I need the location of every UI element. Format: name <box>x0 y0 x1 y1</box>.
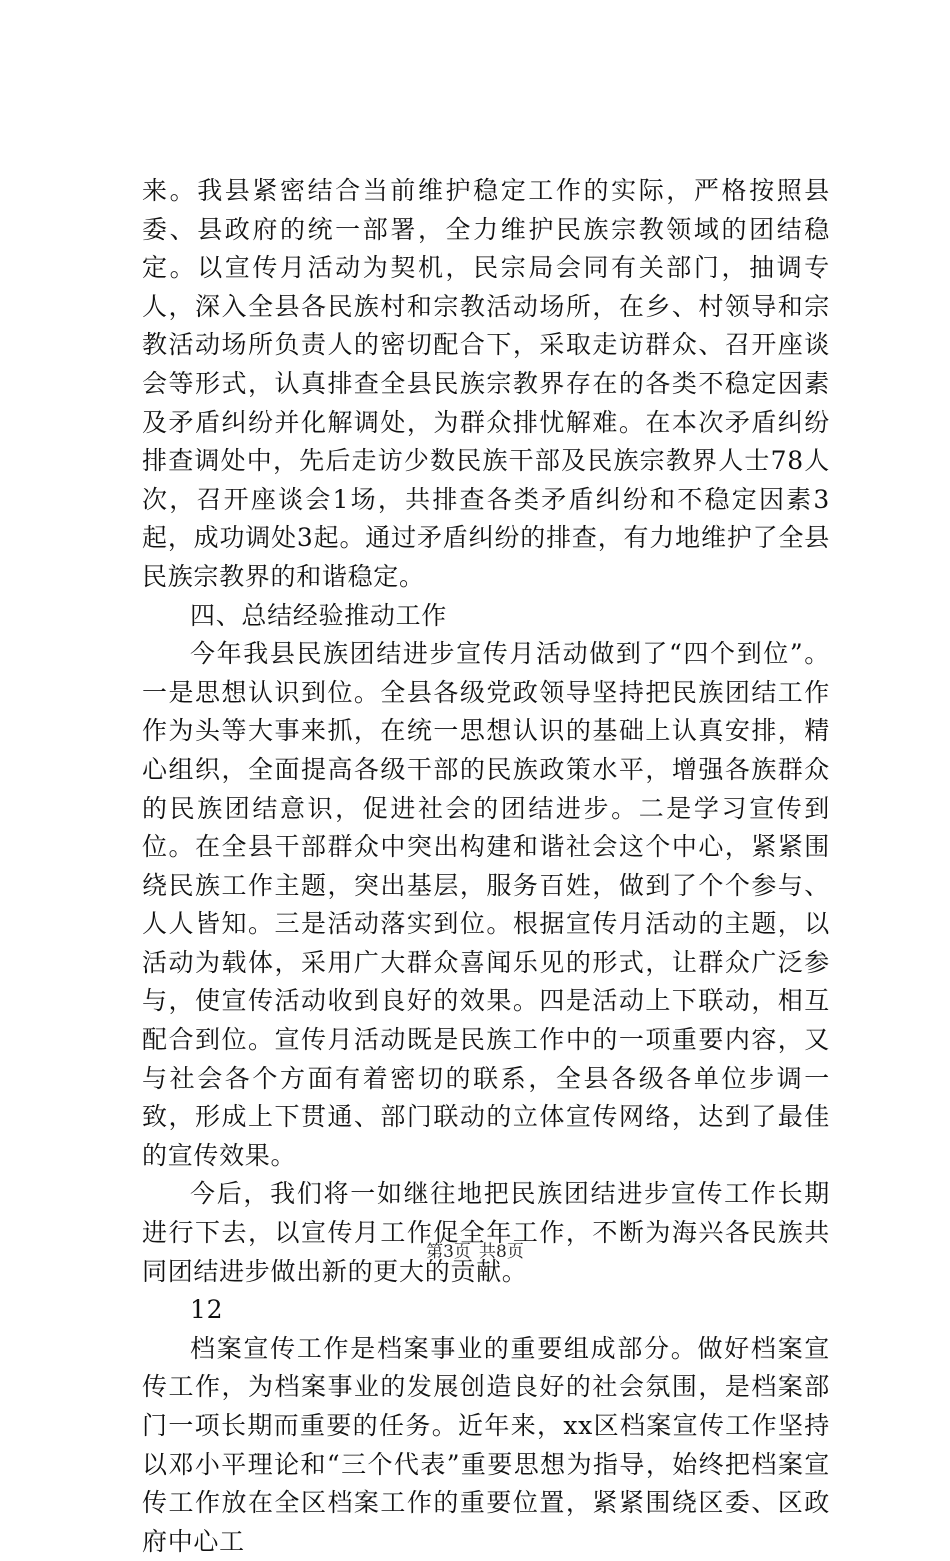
paragraph-continuation: 来。我县紧密结合当前维护稳定工作的实际，严格按照县委、县政府的统一部署，全力维护民族宗教领域的团结稳定。以宣传月活动为契机，民宗局会同有关部门，抽调专人，深入全县各民族村和宗教活动场所，在乡、村领导和宗教活动场所负责人的密切配合下，采取走访群众、召开座谈会等形式，认真排查全县民族宗教界存在的各类不稳定因素及矛盾纠纷并化解调处，为群众排忧解难。在本次矛盾纠纷排查调处中，先后走访少数民族干部及民族宗教界人士78人次，召开座谈会1场，共排查各类矛盾纠纷和不稳定因素3起，成功调处3起。通过矛盾纠纷的排查，有力地维护了全县民族宗教界的和谐稳定。 <box>142 176 830 591</box>
paragraph-closing: 今后，我们将一如继往地把民族团结进步宣传工作长期进行下去，以宣传月工作促全年工作，不断为海兴各民族共同团结进步做出新的更大的贡献。 <box>142 1179 830 1286</box>
paragraph-summary: 今年我县民族团结进步宣传月活动做到了“四个到位”。一是思想认识到位。全县各级党政领导坚持把民族团结工作作为头等大事来抓，在统一思想认识的基础上认真安排，精心组织，全面提高各级干部的民族政策水平，增强各族群众的民族团结意识，促进社会的团结进步。二是学习宣传到位。在全县干部群众中突出构建和谐社会这个中心，紧紧围绕民族工作主题，突出基层，服务百姓，做到了个个参与、人人皆知。三是活动落实到位。根据宣传月活动的主题，以活动为载体，采用广大群众喜闻乐见的形式，让群众广泛参与，使宣传活动收到良好的效果。四是活动上下联动，相互配合到位。宣传月活动既是民族工作中的一项重要内容，又与社会各个方面有着密切的联系，全县各级各单位步调一致，形成上下贯通、部门联动的立体宣传网络，达到了最佳的宣传效果。 <box>142 639 830 1170</box>
paragraph-number: 12 <box>190 1295 224 1325</box>
page-footer <box>0 1241 950 1263</box>
page-number: 第3页 <box>426 1242 471 1262</box>
document-body <box>142 172 830 1561</box>
paragraph-archive: 档案宣传工作是档案事业的重要组成部分。做好档案宣传工作，为档案事业的发展创造良好的社会氛围，是档案部门一项长期而重要的任务。近年来，xx区档案宣传工作坚持以邓小平理论和“三个代表”重要思想为指导，始终把档案宣传工作放在全区档案工作的重要位置，紧紧围绕区委、区政府中心工 <box>142 1333 830 1556</box>
section-heading: 四、总结经验推动工作 <box>190 600 448 630</box>
page-total: 共8页 <box>479 1242 524 1262</box>
